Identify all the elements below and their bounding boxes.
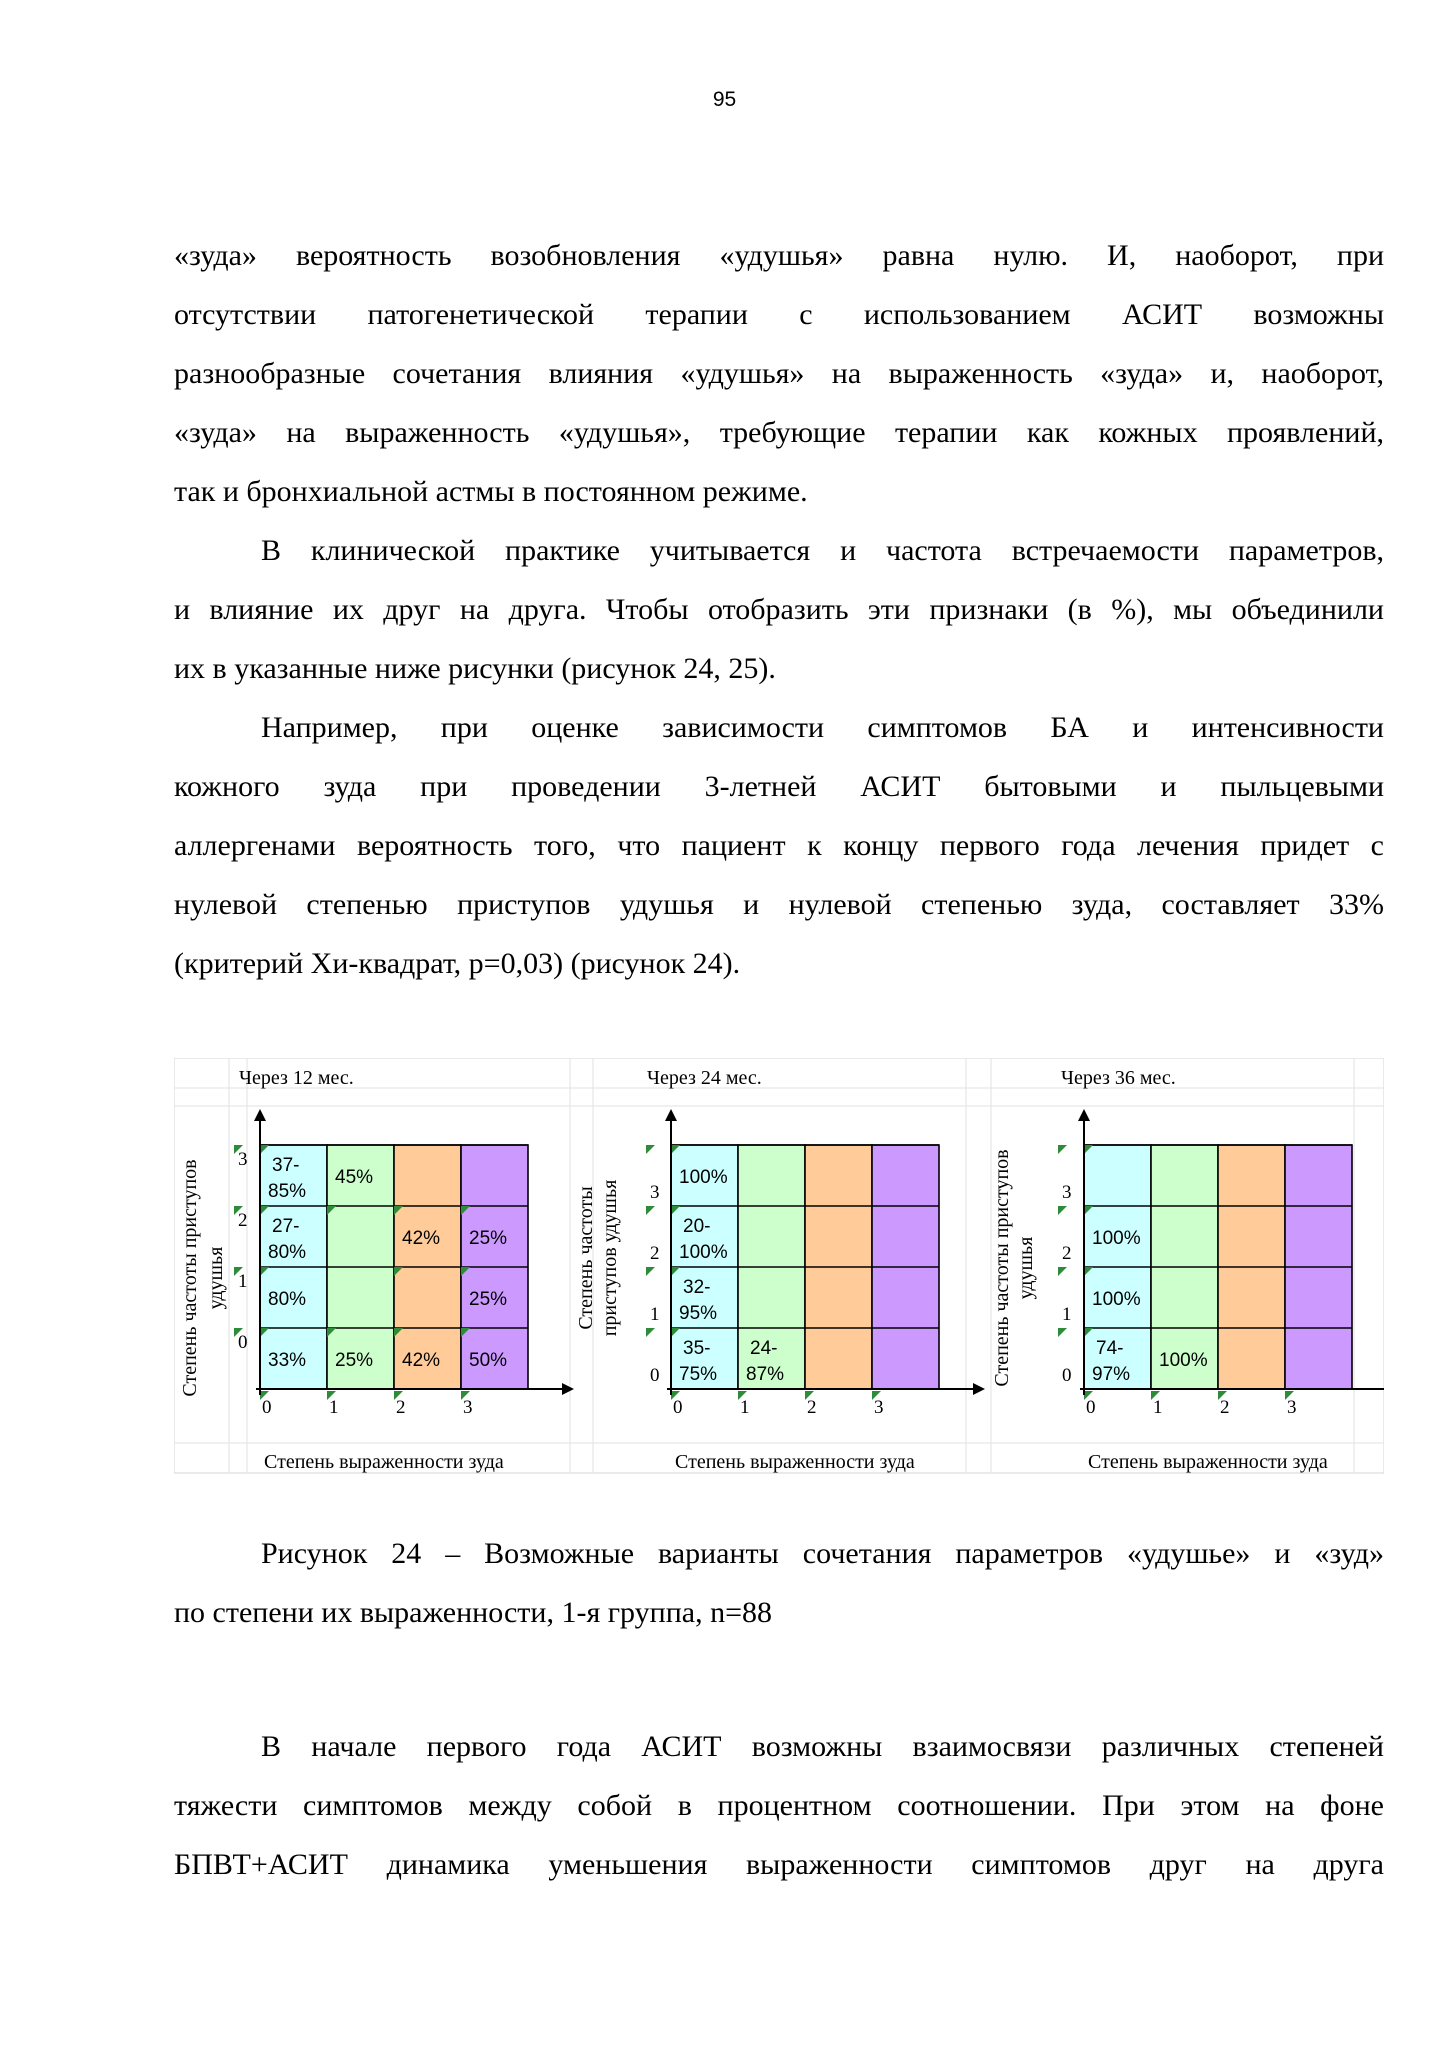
y-axis-label: Степень частоты приступов: [179, 1159, 201, 1397]
cell-value: 45%: [335, 1167, 374, 1188]
text-line: так и бронхиальной астмы в постоянном режиме.: [174, 475, 808, 508]
text-line: аллергенами вероятность того, что пациент к концу первого года лечения придет с: [174, 829, 1384, 862]
y-tick-label: 3: [1062, 1182, 1072, 1203]
x-tick-label: 2: [396, 1397, 406, 1418]
cell-value: 100%: [1159, 1350, 1208, 1371]
x-tick-label: 3: [1287, 1397, 1297, 1418]
paragraph-3: [174, 698, 1384, 993]
x-axis-label: Степень выраженности зуда: [1088, 1451, 1328, 1473]
cell-value: 35-: [683, 1338, 711, 1359]
x-tick-label: 3: [463, 1397, 473, 1418]
chart-title: Через 36 мес.: [1061, 1067, 1176, 1089]
text-line: «зуда» на выраженность «удушья», требующие терапии как кожных проявлений,: [174, 416, 1384, 449]
cell-value: 95%: [679, 1303, 718, 1324]
text-line: В клинической практике учитывается и частота встречаемости параметров,: [261, 534, 1384, 567]
cell-value: 27-: [272, 1216, 300, 1237]
cell-value: 100%: [679, 1242, 728, 1263]
cell-value: 97%: [1092, 1364, 1131, 1385]
text-line: В начале первого года АСИТ возможны взаимосвязи различных степеней: [261, 1730, 1384, 1763]
cell-value: 100%: [679, 1167, 728, 1188]
cell-value: 42%: [402, 1350, 441, 1371]
x-tick-label: 1: [329, 1397, 339, 1418]
cell-value: 80%: [268, 1289, 307, 1310]
text-line: БПВТ+АСИТ динамика уменьшения выраженности симптомов друг на друга: [174, 1848, 1384, 1881]
chart-title: Через 12 мес.: [239, 1067, 354, 1089]
cell-value: 74-: [1096, 1338, 1124, 1359]
cell-value: 24-: [750, 1338, 778, 1359]
x-tick-label: 1: [740, 1397, 750, 1418]
y-tick-label: 2: [1062, 1243, 1072, 1264]
chart-title: Через 24 мес.: [647, 1067, 762, 1089]
y-tick-label: 0: [1062, 1365, 1072, 1386]
y-tick-label: 3: [238, 1149, 248, 1170]
x-tick-label: 0: [262, 1397, 272, 1418]
cell-value: 87%: [746, 1364, 785, 1385]
paragraph-4: [174, 1717, 1384, 1894]
caption-line: по степени их выраженности, 1-я группа, n=88: [174, 1596, 772, 1629]
x-tick-label: 0: [673, 1397, 683, 1418]
cell-value: 25%: [335, 1350, 374, 1371]
x-axis-label: Степень выраженности зуда: [675, 1451, 915, 1473]
cell-value: 80%: [268, 1242, 307, 1263]
y-tick-label: 0: [238, 1332, 248, 1353]
y-tick-label: 0: [650, 1365, 660, 1386]
text-line: и влияние их друг на друга. Чтобы отобразить эти признаки (в %), мы объединили: [174, 593, 1384, 626]
cell-value: 100%: [1092, 1289, 1141, 1310]
y-axis-label: Степень частоты приступов: [991, 1149, 1013, 1387]
y-tick-label: 2: [238, 1210, 248, 1231]
y-tick-label: 1: [1062, 1304, 1072, 1325]
y-axis-label: удушья: [1015, 1236, 1037, 1300]
cell-value: 20-: [683, 1216, 711, 1237]
figure-24-svg: [174, 1058, 1384, 1478]
cell-value: 25%: [469, 1289, 508, 1310]
y-axis-label: Степень частоты: [575, 1186, 597, 1330]
caption-line: Рисунок 24 – Возможные варианты сочетания параметров «удушье» и «зуд»: [261, 1537, 1384, 1570]
y-tick-label: 2: [650, 1243, 660, 1264]
text-line: разнообразные сочетания влияния «удушья» на выраженность «зуда» и, наоборот,: [174, 357, 1384, 390]
y-tick-label: 1: [650, 1304, 660, 1325]
y-axis-label: удушья: [205, 1246, 227, 1310]
x-tick-label: 3: [874, 1397, 884, 1418]
text-line: их в указанные ниже рисунки (рисунок 24, 25).: [174, 652, 776, 685]
cell-value: 50%: [469, 1350, 508, 1371]
y-tick-label: 3: [650, 1182, 660, 1203]
figure-24: [174, 1058, 1384, 1478]
text-line: отсутствии патогенетической терапии с использованием АСИТ возможны: [174, 298, 1384, 331]
cell-value: 37-: [272, 1155, 300, 1176]
figure-caption: [174, 1524, 1384, 1642]
text-line: тяжести симптомов между собой в процентном соотношении. При этом на фоне: [174, 1789, 1384, 1822]
cell-value: 75%: [679, 1364, 718, 1385]
text-line: нулевой степенью приступов удушья и нулевой степенью зуда, составляет 33%: [174, 888, 1384, 921]
cell-value: 25%: [469, 1228, 508, 1249]
x-tick-label: 2: [1220, 1397, 1230, 1418]
page-number: 95: [712, 88, 737, 111]
cell-value: 33%: [268, 1350, 307, 1371]
x-tick-label: 2: [807, 1397, 817, 1418]
cell-value: 32-: [683, 1277, 711, 1298]
text-line: «зуда» вероятность возобновления «удушья» равна нулю. И, наоборот, при: [174, 239, 1384, 272]
x-axis-label: Степень выраженности зуда: [264, 1451, 504, 1473]
cell-value: 100%: [1092, 1228, 1141, 1249]
x-tick-label: 1: [1153, 1397, 1163, 1418]
text-line: Например, при оценке зависимости симптомов БА и интенсивности: [261, 711, 1384, 744]
y-axis-label: приступов удушья: [599, 1179, 621, 1337]
cell-value: 42%: [402, 1228, 441, 1249]
y-tick-label: 1: [238, 1271, 248, 1292]
paragraph-1: [174, 226, 1384, 521]
x-tick-label: 0: [1086, 1397, 1096, 1418]
paragraph-2: [174, 521, 1384, 698]
text-line: кожного зуда при проведении 3-летней АСИТ бытовыми и пыльцевыми: [174, 770, 1384, 803]
cell-value: 85%: [268, 1181, 307, 1202]
text-line: (критерий Хи-квадрат, p=0,03) (рисунок 24).: [174, 947, 741, 980]
